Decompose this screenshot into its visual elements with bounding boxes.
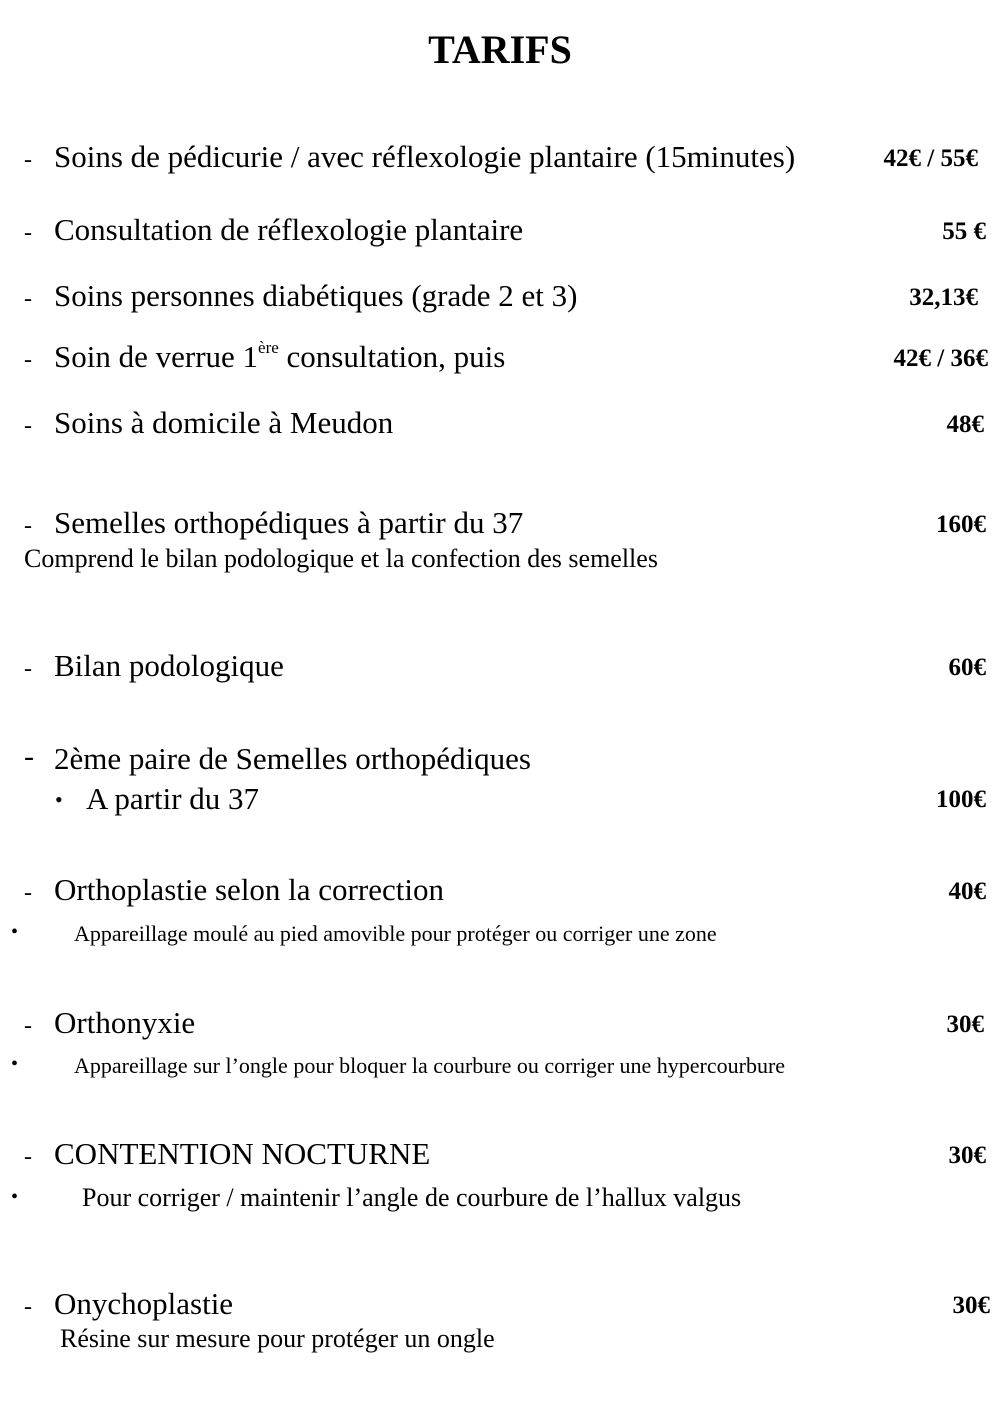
item-dash: -	[24, 1294, 32, 1320]
item-dash: -	[24, 220, 32, 246]
bullet-icon: •	[11, 921, 19, 943]
item-label: Soins personnes diabétiques (grade 2 et 3)	[54, 278, 578, 313]
page-title: TARIFS	[428, 27, 572, 72]
item-dash: -	[24, 1144, 32, 1170]
item-price: 32,13€	[909, 284, 978, 311]
item-note: Résine sur mesure pour protéger un ongle	[60, 1324, 495, 1353]
item-price: 60€	[948, 654, 986, 681]
item-label: CONTENTION NOCTURNE	[54, 1136, 431, 1171]
item-price: 42€ / 55€	[883, 145, 978, 172]
item-dash: -	[24, 513, 32, 539]
item-price: 55 €	[942, 218, 986, 245]
item-dash: -	[24, 880, 32, 906]
item-note: Appareillage moulé au pied amovible pour protéger ou corriger une zone	[74, 921, 717, 946]
item-label: 2ème paire de Semelles orthopédiques	[54, 741, 531, 776]
item-note: Appareillage sur l’ongle pour bloquer la courbure ou corriger une hypercourbure	[74, 1053, 786, 1078]
item-price: 30€	[948, 1142, 986, 1169]
item-price: 42€ / 36€	[893, 345, 988, 372]
item-label: Soins de pédicurie / avec réflexologie plantaire (15minutes)	[54, 139, 796, 174]
bullet-icon: •	[11, 1053, 19, 1075]
bullet-icon: •	[11, 1186, 19, 1208]
item-dash: -	[24, 740, 34, 773]
item-dash: -	[24, 413, 32, 439]
item-label: Orthonyxie	[54, 1005, 196, 1040]
item-dash: -	[24, 347, 32, 373]
item-dash: -	[24, 656, 32, 682]
item-label: Bilan podologique	[54, 648, 284, 683]
item-sub-label: A partir du 37	[86, 781, 260, 816]
bullet-icon: •	[55, 787, 63, 812]
item-price: 100€	[936, 786, 986, 813]
item-label: Soins à domicile à Meudon	[54, 405, 394, 440]
item-price: 30€	[946, 1011, 984, 1038]
item-price: 48€	[946, 411, 984, 438]
item-dash: -	[24, 1013, 32, 1039]
item-note: Comprend le bilan podologique et la confection des semelles	[24, 544, 658, 573]
item-price: 40€	[948, 878, 986, 905]
item-label: Semelles orthopédiques à partir du 37	[54, 505, 524, 540]
item-label: Soin de verrue 1ère consultation, puis	[54, 338, 506, 374]
item-label: Onychoplastie	[54, 1286, 234, 1321]
item-dash: -	[24, 147, 32, 173]
item-price: 160€	[936, 511, 986, 538]
item-label: Consultation de réflexologie plantaire	[54, 212, 524, 247]
item-note: Pour corriger / maintenir l’angle de courbure de l’hallux valgus	[82, 1183, 742, 1212]
item-dash: -	[24, 286, 32, 312]
item-price: 30€	[952, 1292, 990, 1319]
item-label: Orthoplastie selon la correction	[54, 872, 444, 907]
